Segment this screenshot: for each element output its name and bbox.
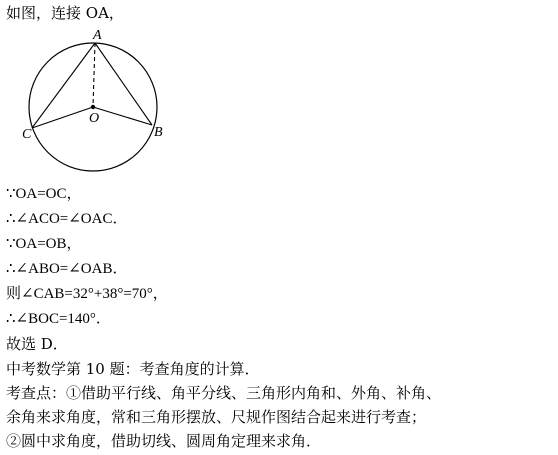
label-o: O <box>89 111 100 126</box>
analysis-line-2: 考查点：①借助平行线、角平分线、三角形内角和、外角、补角、 <box>6 384 442 402</box>
step-5: 则∠CAB=32°+38°=70°， <box>6 286 168 302</box>
step-4: ∴∠ABO=∠OAB． <box>6 261 128 277</box>
label-a: A <box>93 28 102 43</box>
analysis-line-3: 余角来求角度，常和三角形摆放、尺规作图结合起来进行考查； <box>6 408 427 426</box>
label-c: C <box>22 127 32 142</box>
step-2: ∴∠ACO=∠OAC． <box>6 211 128 227</box>
radius-oc <box>32 107 93 128</box>
radius-oa-dashed <box>93 43 95 107</box>
step-3: ∵OA=OB， <box>6 236 82 252</box>
step-6: ∴∠BOC=140°． <box>6 311 111 327</box>
analysis-line-4: ②圆中求角度，借助切线、圆周角定理来求角． <box>6 432 322 450</box>
answer-text: 故选 D． <box>6 335 68 353</box>
analysis-line-1: 中考数学第 10 题：考查角度的计算． <box>6 360 260 378</box>
center-point <box>91 105 95 109</box>
chord-ab <box>95 43 152 125</box>
intro-text: 如图，连接 OA， <box>6 4 124 22</box>
step-1: ∵OA=OC， <box>6 186 82 202</box>
radius-ob <box>93 107 152 125</box>
chord-ac <box>32 43 95 128</box>
label-b: B <box>154 125 163 140</box>
circle-figure <box>12 26 172 176</box>
